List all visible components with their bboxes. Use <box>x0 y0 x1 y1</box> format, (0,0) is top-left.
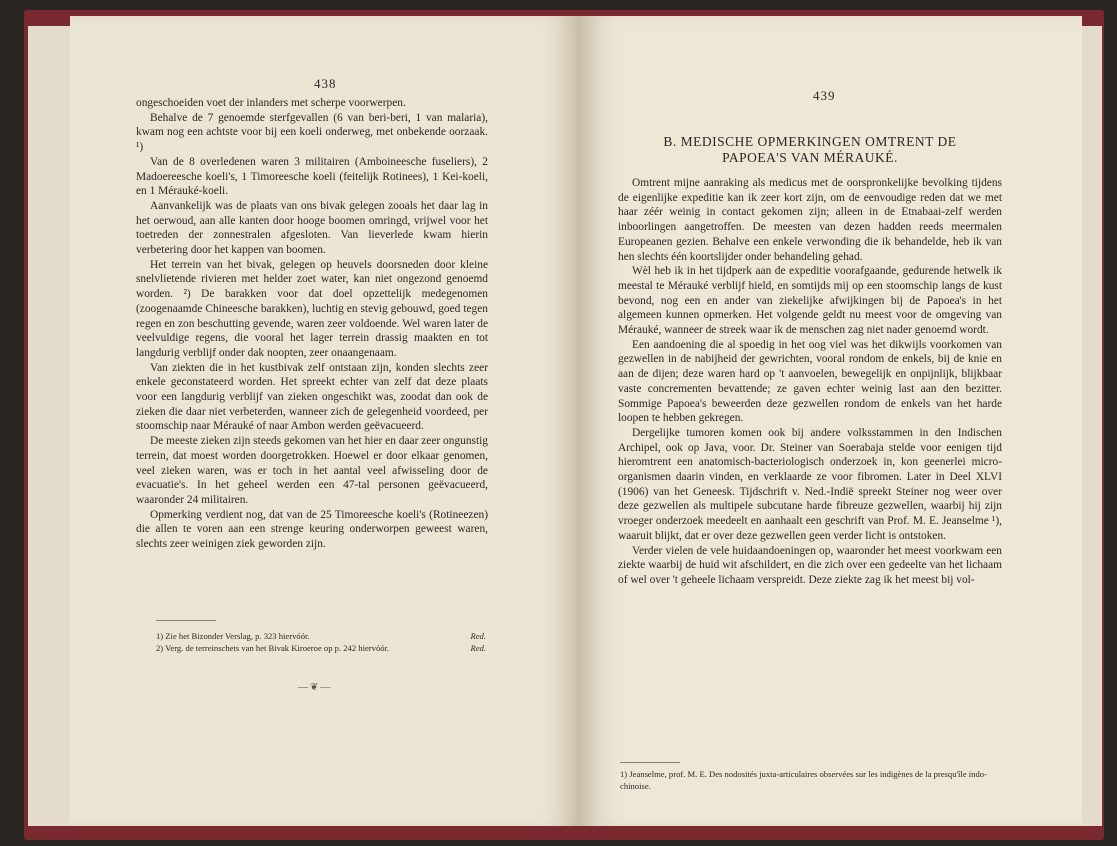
footnote-text: 2) Verg. de terreinschets van het Bivak Kiroeroe op p. 242 hiervóór. <box>156 643 390 653</box>
page-number: 438 <box>314 76 337 91</box>
page-number: 439 <box>813 88 836 103</box>
paragraph: Opmerking verdient nog, dat van de 25 Timoreesche koeli's (Rotineezen) die allen te voren aan een strenge keuring onderworpen geweest waren, slechts zeer weinigen ziek geworden zijn. <box>136 508 488 551</box>
footnote-tag: Red. <box>470 643 486 653</box>
left-body-text <box>136 96 488 552</box>
footnote-text: 1) Zie het Bizonder Verslag, p. 323 hiervóór. <box>156 631 310 641</box>
footnote-rule <box>156 620 216 621</box>
paragraph: De meeste zieken zijn steeds gekomen van het hier en daar zeer ongunstig terrein, dat moest worden doorgetrokken. Hoewel er door elkaar genomen, veel zieken waren, was er toch in het aantal veel afwisseling door de evacuatie's. In het geheel werden een 47-tal personen geëvacueerd, waaronder 24 militairen. <box>136 435 488 506</box>
footnote-tag: Red. <box>470 631 486 641</box>
end-ornament: —❦— <box>298 682 333 693</box>
left-page <box>70 16 580 826</box>
paragraph: ongeschoeiden voet der inlanders met scherpe voorwerpen. <box>136 97 406 109</box>
right-page <box>580 16 1082 826</box>
paragraph: Omtrent mijne aanraking als medicus met de oorspronkelijke bevolking tijdens de eigenlijke expeditie kan ik zeer kort zijn, om de eenvoudige reden dat we met haar zéér weinig in contact gekomen zijn; alleen in de Etnabaai-zelf werden inboorlingen aangetroffen. De meesten van dezen hadden reeds meermalen Europeanen gezien. Behalve een enkele verwonding die ik behandelde, heb ik van hen slechts één koortslijder onder behandeling gehad. <box>618 177 1002 263</box>
left-footnotes <box>156 630 486 654</box>
page-edges-left <box>28 26 76 826</box>
paragraph: Behalve de 7 genoemde sterfgevallen (6 van beri-beri, 1 van malaria), kwam nog een achtste voor bij een koeli onderweg, met onbekende oorzaak. ¹) <box>136 111 488 154</box>
paragraph: Dergelijke tumoren komen ook bij andere volksstammen in den Indischen Archipel, ook op Java, voor. Dr. Steiner van Soerabaja stelde voor eenigen tijd hieromtrent een anatomisch-bacteriologisch onderzoek in, kon geenerlei micro-organismen daarin vinden, en verklaarde ze voor fibromen. Later in Deel XLVI (1906) van het Geneesk. Tijdschrift v. Ned.-Indië spreekt Steiner nog weer over deze gezwellen als multipele subcutane harde fibreuze gezwellen, waarbij hij zijn vroeger onderzoek meedeelt en aanhaalt een geschrift van Prof. M. E. Jeanselme ¹), waaruit blijkt, dat er over deze gezwellen geen verder licht is ontstoken. <box>618 426 1002 542</box>
paragraph: Verder vielen de vele huidaandoeningen op, waaronder het meest voorkwam een ziekte waarbij de huid wit afschildert, en die zich over een gedeelte van het lichaam of wel over 't geheele lichaam verspreidt. Deze ziekte zag ik het meest bij vol- <box>618 544 1002 586</box>
paragraph: Een aandoening die al spoedig in het oog viel was het dikwijls voorkomen van gezwellen in de nabijheid der gewrichten, vooral rondom de enkels, bij de knie en aan de dijen; deze waren hard op 't aanvoelen, bewegelijk en onpijnlijk, blijkbaar vaste concrementen bevattende; ze gaven echter weinig last aan den bezitter. Sommige Papoea's beweerden deze gezwellen rondom de enkels van het harde loopen te hebben gekregen. <box>618 338 1002 425</box>
paragraph: Het terrein van het bivak, gelegen op heuvels doorsneden door kleine snelvlietende rivieren met helder zoet water, kan niet ongezond genoemd worden. ²) De barakken voor dat doel opzettelijk medegenomen (zoogenaamde Chineesche barakken), luchtig en stevig gebouwd, goed tegen regen en zon beschutting gevende, waren zeer voldoende. Wel waren later de veelvuldige regens, die vooral het lager terrein drassig maakten en tot langdurig verblijf onder dak noopten, zeer onaangenaam. <box>136 258 488 359</box>
footnote <box>156 642 486 654</box>
footnote-rule <box>620 762 680 763</box>
right-footnote: 1) Jeanselme, prof. M. E. Des nodosités juxta-articulaires observées sur les indigènes de la presqu'île indo-chinoise. <box>620 769 987 791</box>
right-body-text <box>618 176 1002 588</box>
paragraph: Van ziekten die in het kustbivak zelf ontstaan zijn, konden slechts zeer enkele geconstateerd worden. Het spreekt echter van zelf dat deze plaats voor een langdurig verblijf van zieken ongeschikt was, zoodat dan ook de zieken die daar niet verbeterden, wanneer zich de gelegenheid voordeed, per stoomschip naar Mérauké of naar Ambon werden geëvacueerd. <box>136 361 488 433</box>
section-heading <box>610 134 1010 166</box>
paragraph: Aanvankelijk was de plaats van ons bivak gelegen zooals het daar lag in het oerwoud, aan alle kanten door hooge boomen omringd, vrijwel voor het toetreden der zonnestralen afgesloten. Van lieverlede kwam hierin verbetering door het kappen van boomen. <box>136 199 488 257</box>
paragraph: Van de 8 overledenen waren 3 militairen (Amboineesche fuseliers), 2 Madoereesche koeli's, 1 Timoreesche koeli (feitelijk Rotinees), 1 Kei-koeli, en 1 Mérauké-koeli. <box>136 155 488 198</box>
heading-line: PAPOEA'S VAN MÉRAUKÉ. <box>722 150 898 165</box>
paragraph: Wèl heb ik in het tijdperk aan de expeditie voorafgaande, gedurende hetwelk ik meestal te Mérauké verblijf hield, en somtijds mij op een stoomschip langs de kust bevond, nog een en ander van ziekelijke afwijkingen bij de Papoea's in het algemeen kunnen opmerken. Het volgende geldt nu meest voor de omgeving van Mérauké, wanneer de streek waar ik de menschen zag niet nader genoemd wordt. <box>618 265 1002 337</box>
footnote <box>156 630 486 642</box>
heading-line: B. MEDISCHE OPMERKINGEN OMTRENT DE <box>663 134 957 149</box>
